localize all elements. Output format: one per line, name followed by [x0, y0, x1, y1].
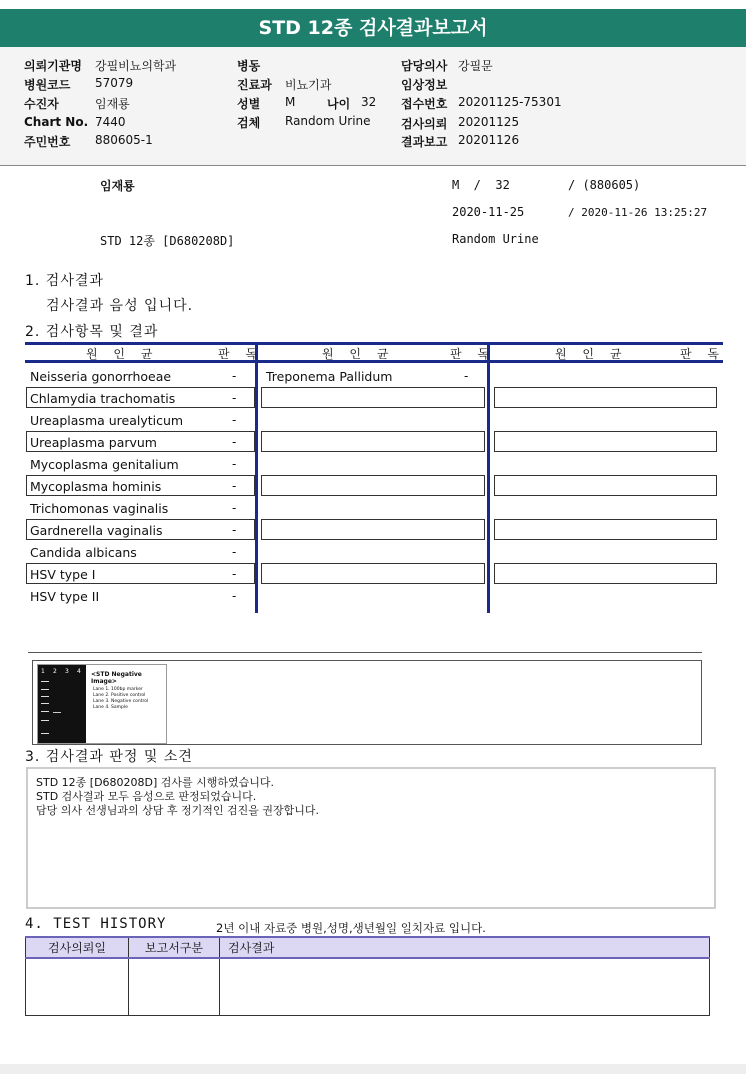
gel-legend-item: Lane 1. 100bp marker [93, 687, 143, 692]
row-box [494, 475, 717, 496]
row-box [261, 431, 485, 452]
gel-legend-item: Lane 3. Negative control [93, 699, 149, 704]
value-request-date: 20201125 [458, 115, 520, 129]
value-receipt-no: 20201125-75301 [458, 95, 562, 109]
pathogen-name: Neisseria gonorrhoeae [30, 369, 172, 384]
value-report-date: 20201126 [458, 133, 520, 147]
label-specimen: 검체 [237, 116, 261, 130]
row-box [494, 563, 717, 584]
history-empty-row [26, 958, 710, 1016]
pathogen-result: - [232, 369, 237, 383]
lane-number: 1 [41, 668, 45, 675]
col1-header-pathogen: 원 인 균 [86, 347, 159, 361]
value-doctor: 강필문 [458, 59, 493, 73]
header-info [0, 47, 746, 166]
row-box [494, 431, 717, 452]
value-resident-no: 880605-1 [95, 133, 153, 147]
label-sex: 성별 [237, 97, 261, 111]
history-col-request-date: 검사의뢰일 [26, 937, 129, 958]
patient-sex-age: M / 32 [452, 178, 510, 192]
grid-divider-2 [487, 342, 490, 613]
value-sex: M [285, 95, 296, 109]
gel-legend-item: Lane 4. Sample [93, 705, 128, 710]
marker-band [41, 681, 49, 682]
pathogen-name: Candida albicans [30, 545, 137, 560]
patient-specimen: Random Urine [452, 232, 539, 246]
marker-band [41, 703, 49, 704]
history-header-row [26, 937, 710, 958]
section2-title: 2. 검사항목 및 결과 [25, 324, 159, 340]
lane-number: 3 [65, 668, 69, 675]
control-band [53, 712, 61, 713]
lane-number: 2 [53, 668, 57, 675]
value-hospital-code: 57079 [95, 76, 134, 90]
grid-divider-1 [255, 342, 258, 613]
lane-number: 4 [77, 668, 81, 675]
section1-title: 1. 검사결과 [25, 273, 104, 289]
pathogen-name: Mycoplasma hominis [30, 479, 162, 494]
history-table [25, 936, 710, 1016]
pathogen-name: Trichomonas vaginalis [30, 501, 169, 516]
row-box [261, 519, 485, 540]
patient-report-datetime: / 2020-11-26 13:25:27 [568, 206, 708, 219]
pathogen-result: - [232, 391, 237, 405]
label-doctor: 담당의사 [401, 59, 448, 73]
page-footer-strip [0, 1064, 746, 1074]
pathogen-result: - [232, 567, 237, 581]
col2-header-pathogen: 원 인 균 [322, 347, 395, 361]
marker-band [41, 696, 49, 697]
pathogen-name: Mycoplasma genitalium [30, 457, 179, 472]
label-institution: 의뢰기관명 [24, 59, 82, 73]
opinion-line: STD 12종 [D680208D] 검사를 시행하였습니다. [36, 776, 275, 789]
gel-top-rule [28, 652, 702, 653]
pathogen-name: Gardnerella vaginalis [30, 523, 163, 538]
row-box [261, 387, 485, 408]
pathogen-name: Chlamydia trachomatis [30, 391, 176, 406]
marker-band [41, 711, 49, 712]
marker-band [41, 733, 49, 734]
pathogen-result: - [232, 435, 237, 449]
pathogen-result: - [232, 413, 237, 427]
col3-header-judgement: 판 독 [680, 347, 725, 361]
patient-birth: / (880605) [568, 178, 641, 192]
section1-result: 검사결과 음성 입니다. [46, 298, 194, 314]
pathogen-result: - [232, 479, 237, 493]
patient-request-date: 2020-11-25 [452, 205, 525, 219]
marker-band [41, 720, 49, 721]
history-col-result: 검사결과 [220, 937, 710, 958]
opinion-box [26, 767, 716, 909]
col3-header-pathogen: 원 인 균 [555, 347, 628, 361]
patient-test-code: STD 12종 [D680208D] [100, 234, 235, 248]
value-patient: 임재룡 [95, 97, 130, 111]
value-department: 비뇨기과 [285, 78, 332, 92]
row-box [494, 519, 717, 540]
label-patient: 수진자 [24, 97, 59, 111]
pathogen-name: Ureaplasma parvum [30, 435, 157, 450]
value-age: 32 [361, 95, 377, 109]
pathogen-result: - [464, 369, 469, 383]
opinion-line: 담당 의사 선생님과의 상담 후 정기적인 검진을 권장합니다. [36, 804, 319, 817]
row-box [261, 475, 485, 496]
label-report-date: 결과보고 [401, 135, 448, 149]
section4-note: 2년 이내 자료중 병원,성명,생년월일 일치자료 입니다. [216, 921, 486, 935]
label-hospital-code: 병원코드 [24, 78, 71, 92]
report-title: STD 12종 검사결과보고서 [0, 9, 746, 47]
label-department: 진료과 [237, 78, 272, 92]
pathogen-name: HSV type II [30, 589, 100, 604]
label-receipt-no: 접수번호 [401, 97, 448, 111]
marker-band [41, 689, 49, 690]
gel-title: <STD Negative Image> [91, 671, 142, 685]
label-age: 나이 [327, 97, 351, 111]
label-request-date: 검사의뢰 [401, 117, 448, 131]
history-col-report-type: 보고서구분 [129, 937, 220, 958]
value-specimen: Random Urine [285, 114, 371, 128]
col1-header-judgement: 판 독 [218, 347, 263, 361]
pathogen-result: - [232, 589, 237, 603]
opinion-line: STD 검사결과 모두 음성으로 판정되었습니다. [36, 790, 257, 803]
pathogen-result: - [232, 501, 237, 515]
gel-legend-item: Lane 2. Positive control [93, 693, 146, 698]
gel-image [37, 664, 167, 744]
pathogen-name: HSV type I [30, 567, 96, 582]
pathogen-name: Ureaplasma urealyticum [30, 413, 184, 428]
pathogen-result: - [232, 457, 237, 471]
pathogen-name: Treponema Pallidum [266, 369, 393, 384]
section3-title: 3. 검사결과 판정 및 소견 [25, 749, 193, 765]
col2-header-judgement: 판 독 [450, 347, 495, 361]
label-clinical-info: 임상정보 [401, 78, 448, 92]
section4-title: 4. TEST HISTORY [25, 916, 167, 932]
row-box [261, 563, 485, 584]
pathogen-result: - [232, 523, 237, 537]
label-resident-no: 주민번호 [24, 135, 71, 149]
label-chart-no: Chart No. [24, 115, 89, 129]
label-ward: 병동 [237, 59, 261, 73]
value-chart-no: 7440 [95, 115, 126, 129]
pathogen-result: - [232, 545, 237, 559]
row-box [494, 387, 717, 408]
value-institution: 강필비뇨의학과 [95, 59, 177, 73]
gel-lanes [38, 665, 86, 743]
patient-name: 임재룡 [100, 179, 135, 193]
